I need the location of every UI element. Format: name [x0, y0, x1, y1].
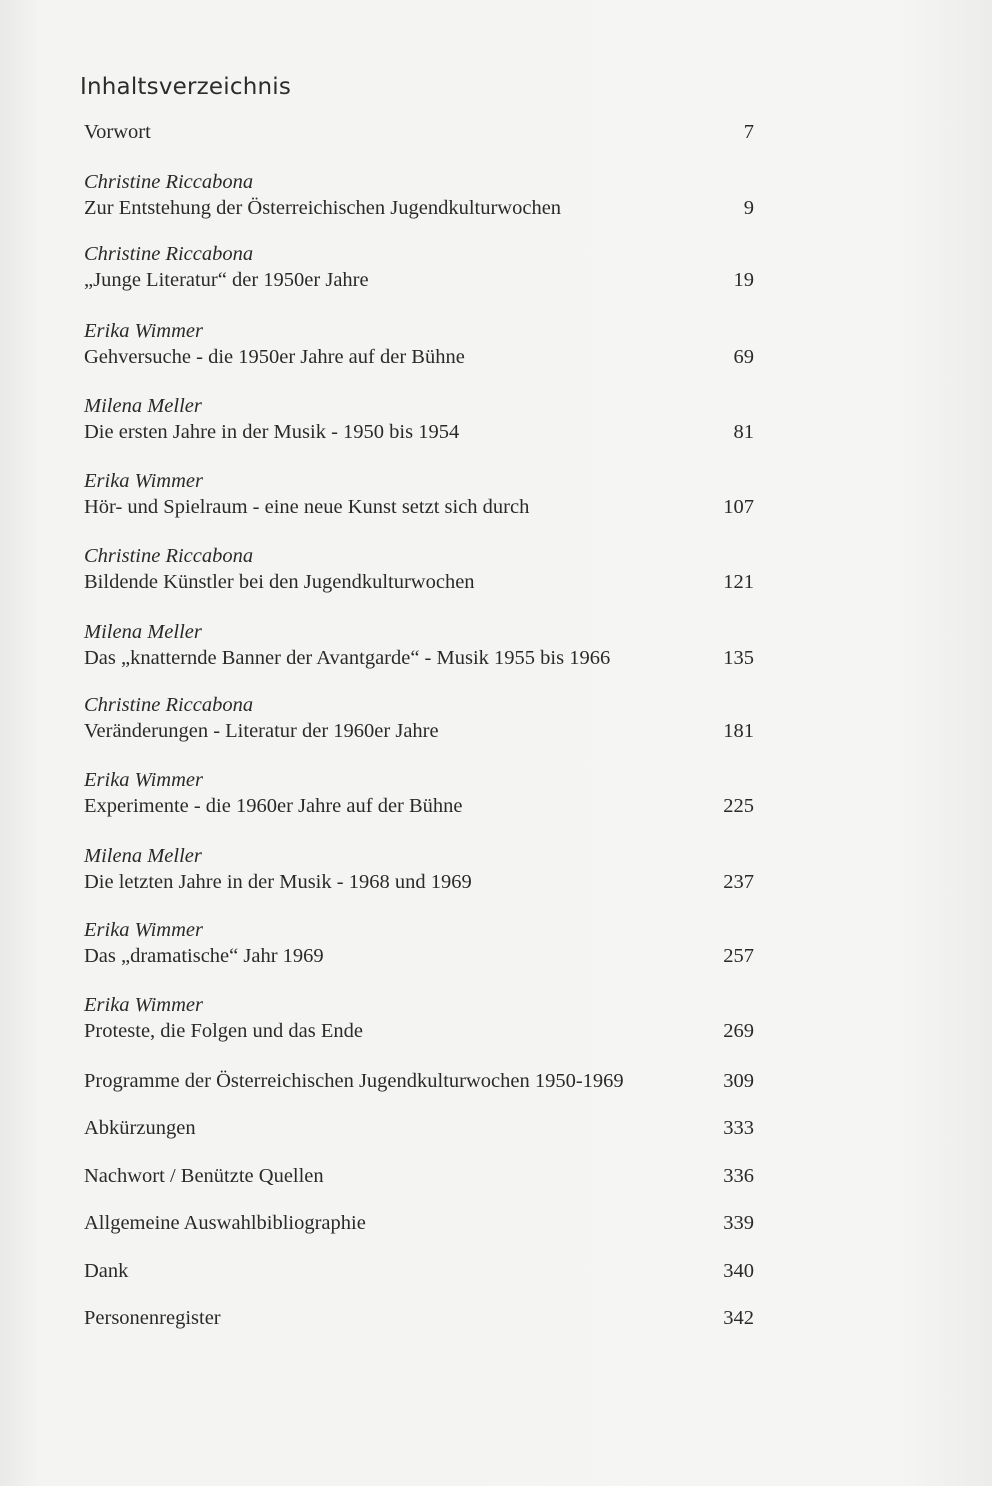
entry-author: Milena Meller [84, 845, 202, 867]
entry-author: Erika Wimmer [84, 470, 203, 492]
entry-title: Allgemeine Auswahlbibliographie [84, 1212, 366, 1234]
entry-author: Erika Wimmer [84, 994, 203, 1016]
page-number: 333 [723, 1117, 754, 1139]
entry-author: Christine Riccabona [84, 694, 254, 716]
toc-entry [84, 393, 754, 445]
page-number: 69 [733, 346, 754, 368]
entry-author: Christine Riccabona [84, 171, 254, 193]
entry-title: Die letzten Jahre in der Musik - 1968 und 1969 [84, 871, 472, 893]
toc-entry [84, 1068, 754, 1094]
page-number: 269 [723, 1020, 754, 1042]
entry-author: Erika Wimmer [84, 769, 203, 791]
entry-title: Proteste, die Folgen und das Ende [84, 1020, 363, 1042]
entry-title: Veränderungen - Literatur der 1960er Jahre [84, 720, 439, 742]
entry-title: Das „knatternde Banner der Avantgarde“ - Musik 1955 bis 1966 [84, 647, 611, 669]
entry-title: Abkürzungen [84, 1117, 196, 1139]
toc-entry [84, 992, 754, 1044]
toc-entry [84, 843, 754, 895]
entry-title: Vorwort [84, 121, 151, 143]
page-number: 107 [723, 496, 754, 518]
toc-entry [84, 619, 754, 671]
entry-author: Erika Wimmer [84, 320, 203, 342]
toc-entry [84, 917, 754, 969]
page-number: 7 [743, 121, 754, 143]
entry-title: Die ersten Jahre in der Musik - 1950 bis 1954 [84, 421, 460, 443]
toc-entry [84, 468, 754, 520]
entry-title: Zur Entstehung der Österreichischen Jugendkulturwochen [84, 197, 562, 219]
page-number: 9 [743, 197, 754, 219]
entry-author: Milena Meller [84, 621, 202, 643]
toc-entry [84, 543, 754, 595]
toc-entry [84, 1305, 754, 1331]
page-number: 181 [723, 720, 754, 742]
entry-title: Gehversuche - die 1950er Jahre auf der Bühne [84, 346, 465, 368]
entry-author: Christine Riccabona [84, 545, 254, 567]
page-number: 81 [733, 421, 754, 443]
page-number: 340 [723, 1260, 754, 1282]
entry-author: Erika Wimmer [84, 919, 203, 941]
page-number: 135 [723, 647, 754, 669]
page-number: 257 [723, 945, 754, 967]
entry-title: „Junge Literatur“ der 1950er Jahre [84, 269, 369, 291]
toc-entry [84, 767, 754, 819]
entry-author: Milena Meller [84, 395, 202, 417]
toc-entry [84, 1163, 754, 1189]
page-title: Inhaltsverzeichnis [80, 74, 292, 100]
toc-entry [84, 169, 754, 221]
entry-title: Experimente - die 1960er Jahre auf der Bühne [84, 795, 463, 817]
entry-title: Nachwort / Benützte Quellen [84, 1165, 324, 1187]
toc-entry [84, 119, 754, 145]
page-number: 19 [733, 269, 754, 291]
entry-author: Christine Riccabona [84, 243, 254, 265]
entry-title: Bildende Künstler bei den Jugendkulturwochen [84, 571, 475, 593]
page-number: 225 [723, 795, 754, 817]
page-number: 121 [723, 571, 754, 593]
toc-entry [84, 241, 754, 293]
toc-entry [84, 1258, 754, 1284]
page-number: 342 [723, 1307, 754, 1329]
entry-title: Programme der Österreichischen Jugendkulturwochen 1950-1969 [84, 1070, 624, 1092]
entry-title: Hör- und Spielraum - eine neue Kunst setzt sich durch [84, 496, 530, 518]
entry-title: Das „dramatische“ Jahr 1969 [84, 945, 324, 967]
toc-entry [84, 1115, 754, 1141]
toc-entry [84, 1210, 754, 1236]
toc-entry [84, 692, 754, 744]
page-number: 237 [723, 871, 754, 893]
page-number: 336 [723, 1165, 754, 1187]
entry-title: Dank [84, 1260, 129, 1282]
entry-title: Personenregister [84, 1307, 221, 1329]
toc-entry [84, 318, 754, 370]
page-number: 309 [723, 1070, 754, 1092]
page-number: 339 [723, 1212, 754, 1234]
